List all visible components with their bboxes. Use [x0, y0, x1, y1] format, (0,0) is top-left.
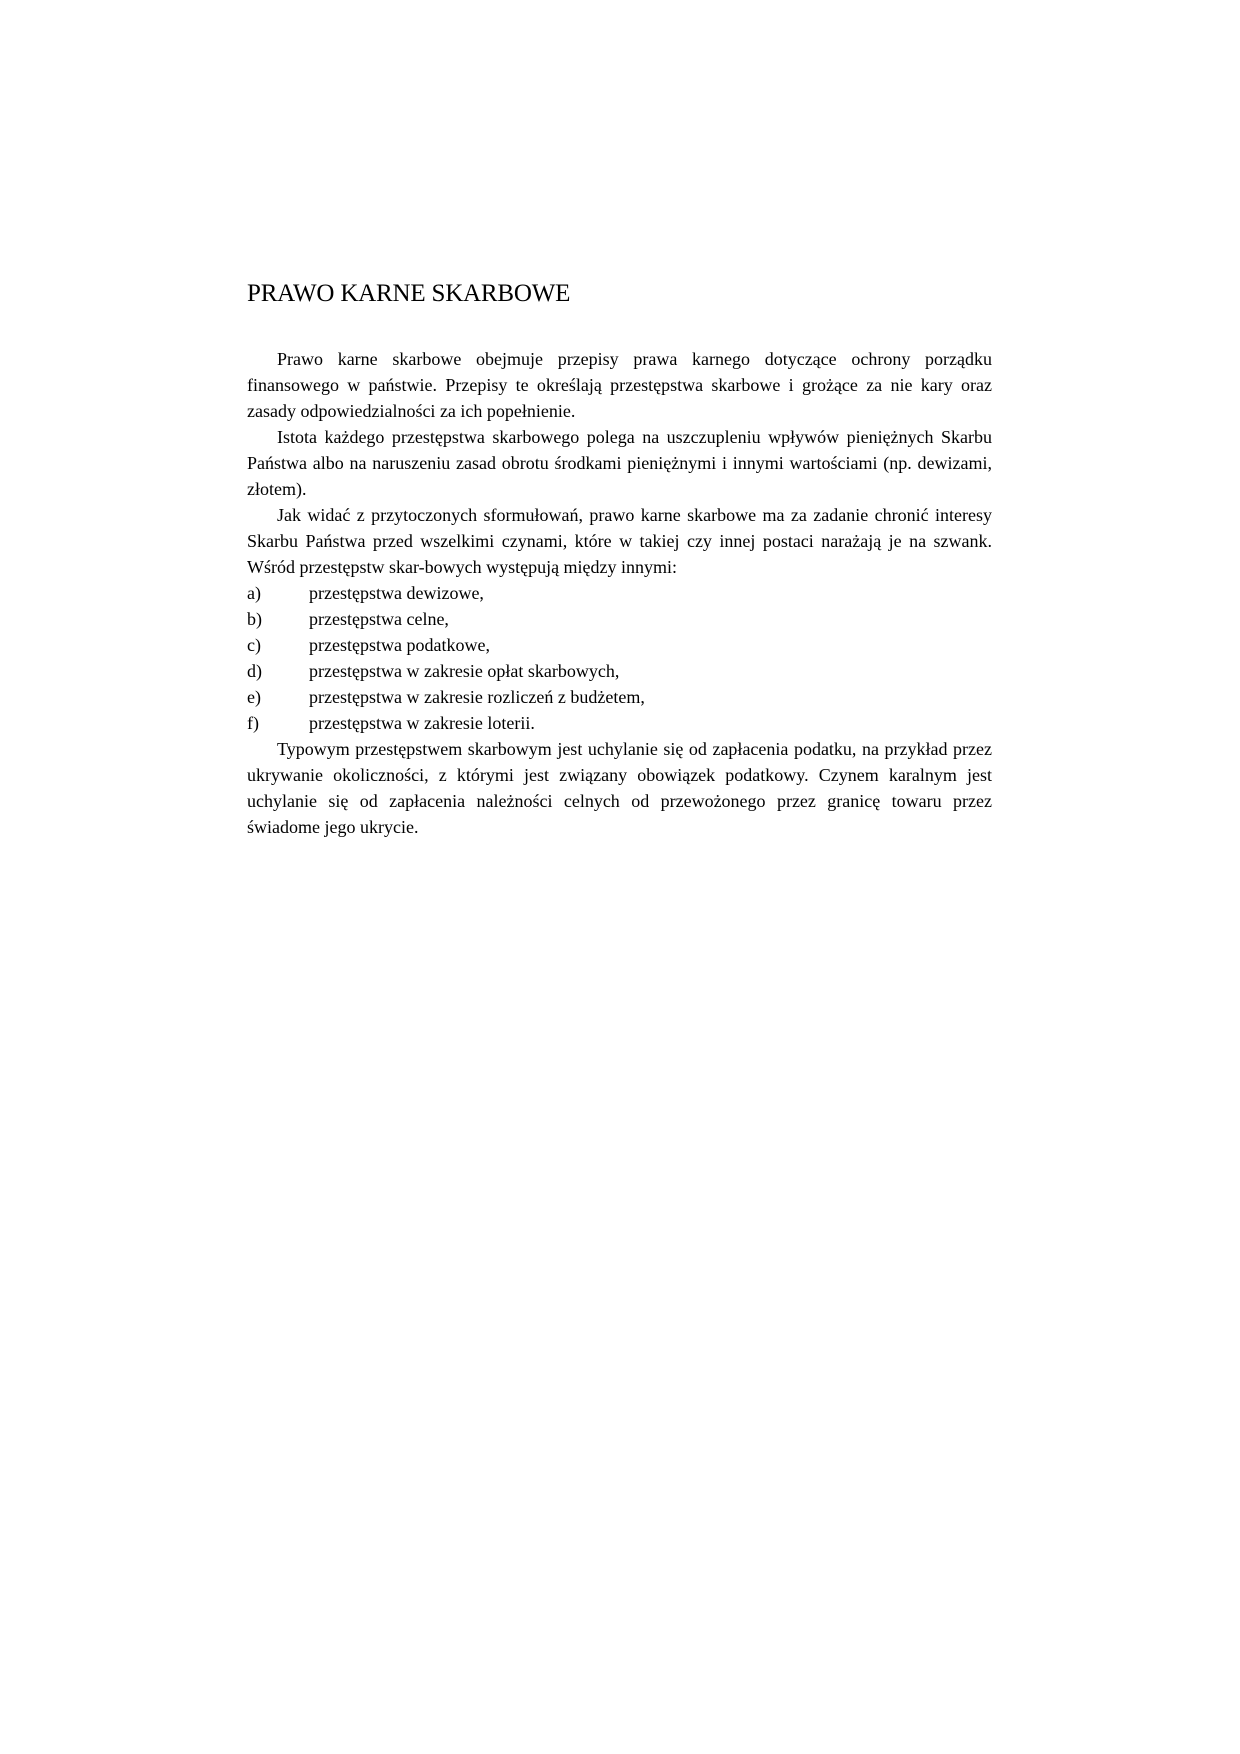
document-body	[247, 276, 992, 840]
list-item	[247, 580, 992, 606]
document-title: PRAWO KARNE SKARBOWE	[247, 280, 571, 307]
list-item-text: przestępstwa w zakresie rozliczeń z budżetem,	[309, 687, 645, 707]
list-item	[247, 632, 992, 658]
list-item-text: przestępstwa celne,	[309, 609, 449, 629]
list-item-text: przestępstwa dewizowe,	[309, 583, 484, 603]
list-item	[247, 710, 992, 736]
list-marker: f)	[247, 713, 259, 733]
list-item-text: przestępstwa podatkowe,	[309, 635, 490, 655]
list-marker: b)	[247, 609, 262, 629]
list-item-text: przestępstwa w zakresie opłat skarbowych,	[309, 661, 620, 681]
list-item	[247, 658, 992, 684]
offense-list	[247, 580, 992, 736]
paragraph-intro: Prawo karne skarbowe obejmuje przepisy prawa karnego dotyczące ochrony porządku finansowego w państwie. Przepisy te określają przestępstwa skarbowe i grożące za nie kary oraz zasady odpowiedzialności za ich popełnienie.	[247, 349, 992, 421]
list-marker: d)	[247, 661, 262, 681]
list-item-text: przestępstwa w zakresie loterii.	[309, 713, 535, 733]
paragraph-purpose: Jak widać z przytoczonych sformułowań, prawo karne skarbowe ma za zadanie chronić interesy Skarbu Państwa przed wszelkimi czynami, które w takiej czy innej postaci narażają je na szwank. Wśród przestępstw skar-bowych występują między innymi:	[247, 505, 992, 577]
list-marker: c)	[247, 635, 261, 655]
list-item	[247, 606, 992, 632]
paragraph-essence: Istota każdego przestępstwa skarbowego polega na uszczupleniu wpływów pieniężnych Skarbu Państwa albo na naruszeniu zasad obrotu środkami pieniężnymi i innymi wartościami (np. dewizami, złotem).	[247, 427, 992, 499]
list-marker: a)	[247, 583, 261, 603]
list-marker: e)	[247, 687, 261, 707]
paragraph-closing: Typowym przestępstwem skarbowym jest uchylanie się od zapłacenia podatku, na przykład przez ukrywanie okoliczności, z którymi jest związany obowiązek podatkowy. Czynem karalnym jest uchylanie się od zapłacenia należności celnych od przewożonego przez granicę towaru przez świadome jego ukrycie.	[247, 739, 992, 837]
list-item	[247, 684, 992, 710]
